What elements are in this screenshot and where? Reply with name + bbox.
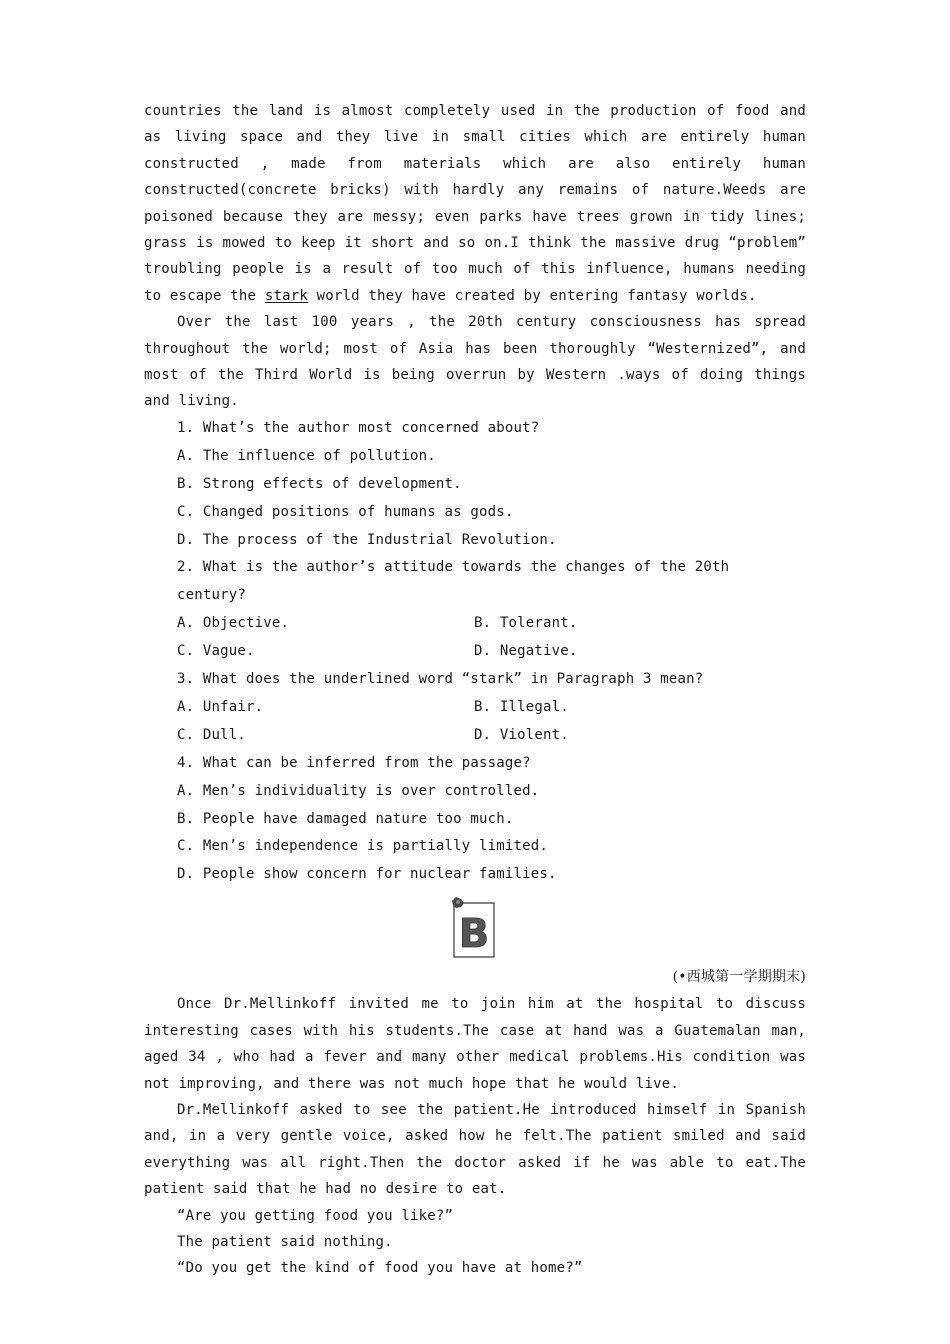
section-b-icon <box>452 897 498 959</box>
passage-a-paragraph-2: Over the last 100 years , the 20th century consciousness has spread throughout the world; most of Asia has been thoroughly “Westernized”, and most of the Third World is being overrun by Western .ways of doing things and living. <box>144 314 806 410</box>
underlined-word-stark: stark <box>264 287 308 304</box>
dialogue-line-3: “Do you get the kind of food you have at home?” <box>177 1260 583 1277</box>
section-b-paragraph-1: Once Dr.Mellinkoff invited me to join him at the hospital to discuss interesting cases with his students.The case at hand was a Guatemalan man, aged 34 , who had a fever and many other medical problems.His condition was not improving, and there was not much hope that he would live. <box>144 996 806 1092</box>
question-4-option-d: D. People show concern for nuclear families. <box>177 866 557 883</box>
question-2-option-c: C. Vague. <box>177 643 255 660</box>
question-3-option-d: D. Violent. <box>474 726 569 743</box>
section-b-source: (•西城第一学期期末) <box>672 969 806 986</box>
question-4-option-c: C. Men’s independence is partially limited. <box>177 838 549 855</box>
question-2-option-b: B. Tolerant. <box>474 615 578 632</box>
question-4-option-b: B. People have damaged nature too much. <box>177 810 514 827</box>
dialogue-line-2: The patient said nothing. <box>177 1233 393 1250</box>
question-3-option-c: C. Dull. <box>177 726 247 743</box>
section-b-icon-letter: B <box>458 911 490 958</box>
question-3-options-row-1 <box>144 694 806 722</box>
question-2-stem: 2. What is the author’s attitude towards the changes of the 20th century? <box>177 559 730 604</box>
section-b-header <box>144 897 806 959</box>
question-2-options-row-2 <box>144 638 806 666</box>
question-3-options-row-2 <box>144 722 806 750</box>
question-1-option-c: C. Changed positions of humans as gods. <box>177 503 514 520</box>
question-3-option-b: B. Illegal. <box>474 698 569 715</box>
document-page <box>144 98 806 1282</box>
question-2-options-row-1 <box>144 610 806 638</box>
question-1-option-a: A. The influence of pollution. <box>177 447 436 464</box>
question-3-option-a: A. Unfair. <box>177 698 264 715</box>
question-1-stem: 1. What’s the author most concerned about? <box>177 419 540 436</box>
question-4-option-a: A. Men’s individuality is over controlled. <box>177 782 540 799</box>
question-2-option-a: A. Objective. <box>177 615 290 632</box>
passage-a-paragraph-1: countries the land is almost completely used in the production of food and as living space and they live in small cities which are entirely human constructed , made from materials which are also entirely human constructed(concrete bricks) with hardly any remains of nature.Weeds are poisoned because they are messy; even parks have trees grown in tidy lines; grass is mowed to keep it short and so on.I think the massive drug “problem” troubling people is a result of too much of this influence, humans needing to escape the stark world they have created by entering fantasy worlds. <box>144 103 806 304</box>
question-3-stem: 3. What does the underlined word “stark” in Paragraph 3 mean? <box>177 671 704 688</box>
question-1-option-b: B. Strong effects of development. <box>177 475 462 492</box>
question-1-option-d: D. The process of the Industrial Revolution. <box>177 531 557 548</box>
question-4-stem: 4. What can be inferred from the passage? <box>177 754 531 771</box>
dialogue-line-1: “Are you getting food you like?” <box>177 1207 454 1224</box>
section-b-paragraph-2: Dr.Mellinkoff asked to see the patient.He introduced himself in Spanish and, in a very gentle voice, asked how he felt.The patient smiled and said everything was all right.Then the doctor asked if he was able to eat.The patient said that he had no desire to eat. <box>144 1101 806 1198</box>
question-2-option-d: D. Negative. <box>474 643 578 660</box>
